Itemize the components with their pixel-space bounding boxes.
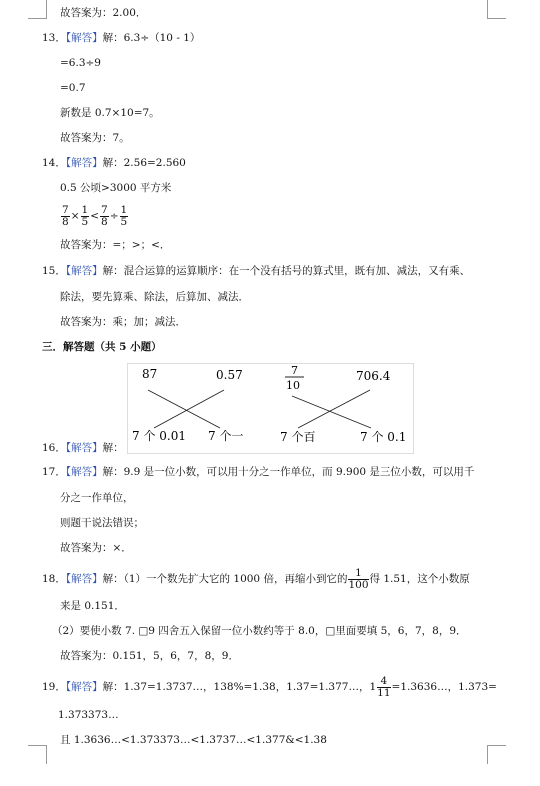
q19-step: 1.373373… xyxy=(58,709,119,721)
figure-label: 0.57 xyxy=(216,368,243,382)
matching-line xyxy=(298,390,370,428)
corner-mark-top-left xyxy=(28,0,47,19)
figure-label: 10 xyxy=(286,379,300,392)
q18-step: （2）要使小数 7. □9 四舍五入保留一位小数约等于 8.0，□里面要填 5，6，7，8，9． xyxy=(52,625,467,637)
q15-number: 15．【解答】解：混合运算的运算顺序：在一个没有括号的算式里，既有加、减法，又有乘、 xyxy=(42,265,471,277)
corner-mark-bottom-right xyxy=(487,745,506,764)
q17-step: 则题干说法错误； xyxy=(60,517,144,529)
matching-line xyxy=(148,390,220,428)
solution-tag: 【解答】 xyxy=(65,466,103,478)
q18-step: 来是 0.151． xyxy=(60,600,125,612)
solution-tag: 【解答】 xyxy=(65,265,103,277)
matching-line xyxy=(292,396,371,428)
q18-answer: 故答案为：0.151，5，6，7，8，9． xyxy=(60,650,239,662)
q17-answer: 故答案为：×． xyxy=(60,542,132,554)
solution-tag: 【解答】 xyxy=(65,157,103,169)
q15-answer: 故答案为：乘；加；减法． xyxy=(60,316,186,328)
matching-figure xyxy=(127,363,414,454)
corner-mark-bottom-left xyxy=(28,745,47,764)
q13-step: 新数是 0.7×10=7。 xyxy=(60,107,160,119)
q14-step: 0.5 公顷>3000 平方米 xyxy=(60,182,172,194)
q14-fraction-expression: $\frac{7}{8}$ × $\frac{1}{5}$ < $\frac{7}{8}$ ÷ $\frac{1}{5}$ xyxy=(62,203,128,228)
figure-label: 87 xyxy=(142,367,158,381)
figure-label: 7 xyxy=(291,364,298,377)
q17-number: 17．【解答】解：9.9 是一位小数，可以用十分之一作单位，而 9.900 是三位小数，可以用千 xyxy=(42,466,475,478)
q13-step: =6.3÷9 xyxy=(60,57,101,69)
fraction: $\frac{1}{5}$ xyxy=(120,203,128,228)
q13-step: =0.7 xyxy=(60,82,86,94)
figure-label: 7 个一 xyxy=(208,429,244,443)
fraction: $\frac{7}{8}$ xyxy=(62,203,69,228)
q15-step: 除法，要先算乘、除法，后算加、减法． xyxy=(60,291,249,303)
fraction: $\frac{1}{5}$ xyxy=(81,203,89,228)
fraction: $\frac{4}{11}$ xyxy=(377,674,391,699)
solution-tag: 【解答】 xyxy=(65,681,103,693)
fraction: $\frac{7}{8}$ xyxy=(101,203,108,228)
solution-tag: 【解答】 xyxy=(65,442,103,454)
figure-label: 706.4 xyxy=(356,369,391,383)
solution-tag: 【解答】 xyxy=(65,573,103,585)
figure-label: 7 个百 xyxy=(280,430,316,444)
figure-label: 7 个 0.1 xyxy=(360,430,407,444)
q18-number: 18．【解答】解：（1）一个数先扩大它的 1000 倍，再缩小到它的 $\frac{1}{100}$ 得 1.51，这个小数原 xyxy=(42,566,470,591)
solution-tag: 【解答】 xyxy=(65,32,103,44)
answer-line: 故答案为：2.00． xyxy=(60,7,147,19)
figure-label: 7 个 0.01 xyxy=(132,429,186,443)
q13-number: 13．【解答】解：6.3÷（10 - 1） xyxy=(42,32,201,44)
q19-number: 19．【解答】解：1.37=1.3737…，138%=1.38，1.37=1.377…，1 $\frac{4}{11}$ =1.3636…，1.373= xyxy=(42,674,497,699)
q17-step: 分之一作单位， xyxy=(60,492,134,504)
q13-answer: 故答案为：7。 xyxy=(60,132,130,144)
corner-mark-top-right xyxy=(487,0,506,19)
fraction: $\frac{1}{100}$ xyxy=(348,566,369,591)
section-heading: 三．解答题（共 5 小题） xyxy=(42,341,162,353)
matching-line xyxy=(154,390,224,428)
q19-conclusion: 且 1.3636…<1.373373…<1.3737…<1.377&<1.38 xyxy=(60,734,327,746)
q16-number: 16．【解答】解： xyxy=(42,442,124,454)
q14-number: 14．【解答】解：2.56=2.560 xyxy=(42,157,186,169)
q14-answer: 故答案为：=；>；<． xyxy=(60,239,171,251)
